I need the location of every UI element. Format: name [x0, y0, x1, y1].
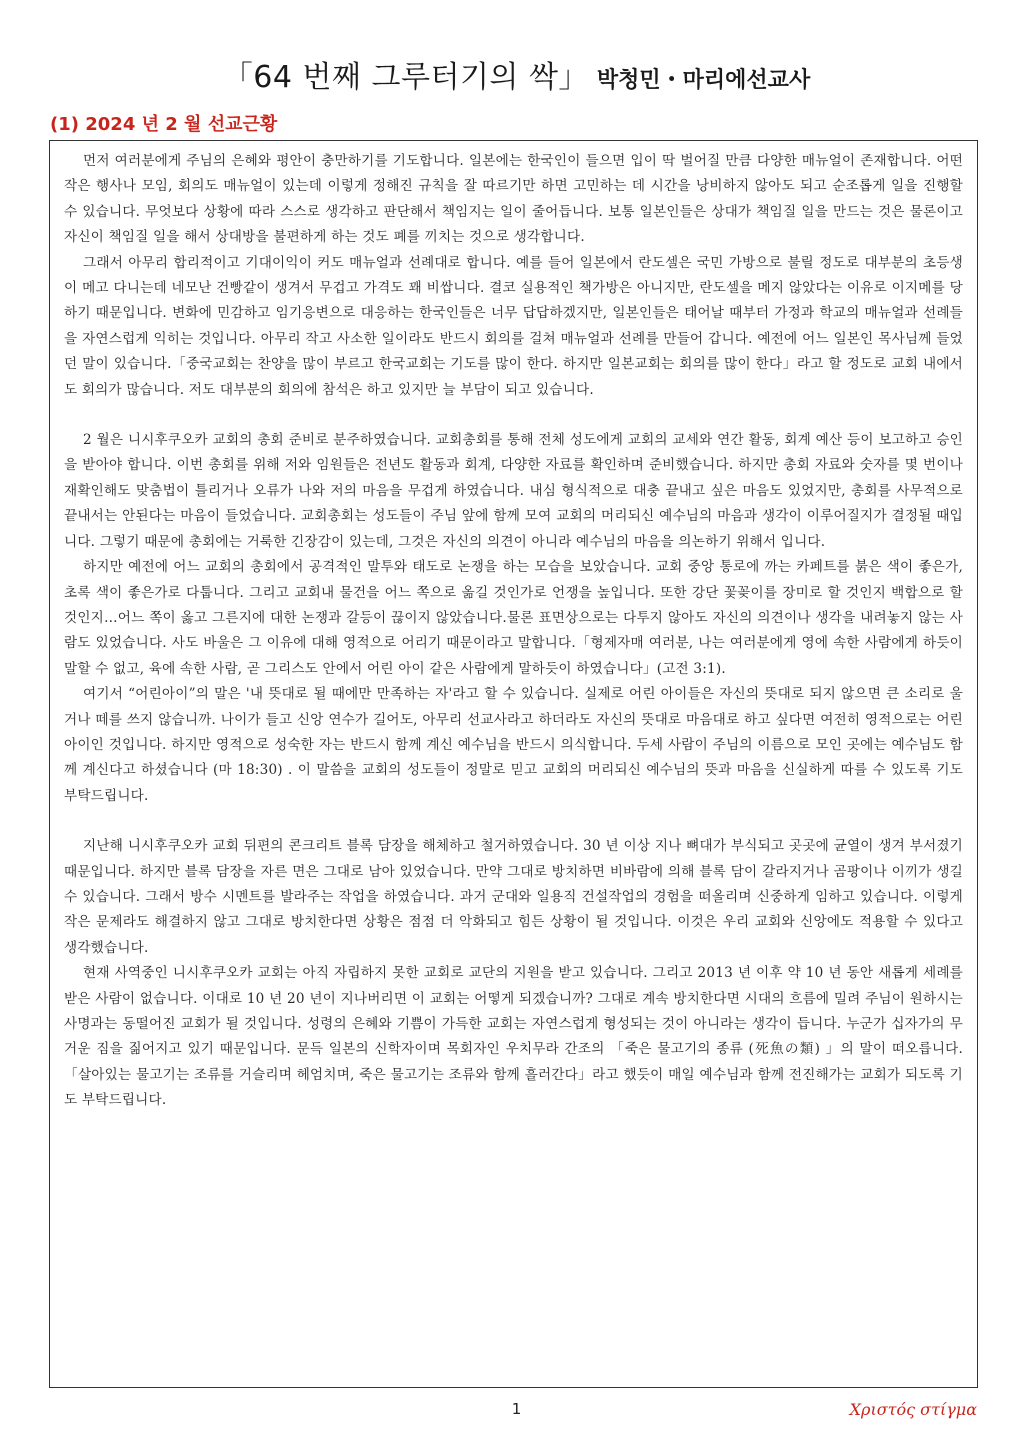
document-author: 박청민・마리에선교사	[596, 68, 811, 93]
paragraph-3: 2 월은 니시후쿠오카 교회의 총회 준비로 분주하였습니다. 교회총회를 통해 전체 성도에게 교회의 교세와 연간 활동, 회계 예산 등이 보고하고 승인을 받아야 합니다. 이번 총회를 위해 저와 임원들은 전년도 활동과 회계, 다양한 자료를 확인하며 준비했습니다. 하지만 총회 자료와 숫자를 몇 번이나 재확인해도 맞춤법이 틀리거나 오류가 나와 저의 마음을 무겁게 하였습니다. 내심 형식적으로 대충 끝내고 싶은 마음도 있었지만, 총회를 사무적으로 끝내서는 안된다는 마음이 들었습니다. 교회총회는 성도들이 주님 앞에 함께 모여 교회의 머리되신 예수님의 마음과 생각이 이루어질지가 결정될 때입니다. 그렇기 때문에 총회에는 거룩한 긴장감이 있는데, 그것은 자신의 의견이 아니라 예수님의 마음을 의논하기 위해서 입니다.	[64, 432, 963, 550]
paragraph-2: 그래서 아무리 합리적이고 기대이익이 커도 매뉴얼과 선례대로 합니다. 예를 들어 일본에서 란도셀은 국민 가방으로 불릴 정도로 대부분의 초등생이 메고 다니는데 네모난 건빵같이 생겨서 무겁고 가격도 꽤 비쌉니다. 결코 실용적인 책가방은 아니지만, 란도셀을 메지 않았다는 이유로 이지메를 당하기 때문입니다. 변화에 민감하고 임기응변으로 대응하는 한국인들은 너무 답답하겠지만, 일본인들은 태어날 때부터 가정과 학교의 매뉴얼과 선례들을 자연스럽게 익히는 것입니다. 아무리 작고 사소한 일이라도 반드시 회의를 걸쳐 매뉴얼과 선례를 만들어 갑니다. 예전에 어느 일본인 목사님께 들었던 말이 있습니다.「중국교회는 찬양을 많이 부르고 한국교회는 기도를 많이 한다. 하지만 일본교회는 회의를 많이 한다」라고 할 정도로 교회 내에서도 회의가 많습니다. 저도 대부분의 회의에 참석은 하고 있지만 늘 부담이 되고 있습니다.	[64, 254, 963, 398]
document-title: 「64 번째 그루터기의 싹」	[222, 60, 589, 95]
document-title-row	[0, 52, 1033, 96]
section-heading: (1) 2024 년 2 월 선교근황	[50, 114, 278, 135]
content-box	[49, 140, 978, 1388]
paragraph-6: 지난해 니시후쿠오카 교회 뒤편의 콘크리트 블록 담장을 해체하고 철거하였습니다. 30 년 이상 지나 뼈대가 부식되고 곳곳에 균열이 생겨 부서졌기 때문입니다. 하지만 블록 담장을 자른 면은 그대로 남아 있었습니다. 만약 그대로 방치하면 비바람에 의해 블록 담이 갈라지거나 곰팡이나 이끼가 생길 수 있습니다. 그래서 방수 시멘트를 발라주는 작업을 하였습니다. 과거 군대와 일용직 건설작업의 경험을 떠올리며 신중하게 임하고 있습니다. 이렇게 작은 문제라도 해결하지 않고 그대로 방치한다면 상황은 점점 더 악화되고 힘든 상황이 될 것입니다. 이것은 우리 교회와 신앙에도 적용할 수 있다고 생각했습니다.	[64, 838, 963, 956]
paragraph-1: 먼저 여러분에게 주님의 은혜와 평안이 충만하기를 기도합니다. 일본에는 한국인이 들으면 입이 딱 벌어질 만큼 다양한 매뉴얼이 존재합니다. 어떤 작은 행사나 모임, 회의도 매뉴얼이 있는데 이렇게 정해진 규칙을 잘 따르기만 하면 고민하는 데 시간을 낭비하지 않아도 되고 순조롭게 일을 진행할 수 있습니다. 무엇보다 상황에 따라 스스로 생각하고 판단해서 책임지는 일이 줄어듭니다. 보통 일본인들은 상대가 책임질 일을 만드는 것은 물론이고 자신이 책임질 일을 해서 상대방을 불편하게 하는 것도 폐를 끼치는 것으로 생각합니다.	[64, 153, 963, 246]
paragraph-7: 현재 사역중인 니시후쿠오카 교회는 아직 자립하지 못한 교회로 교단의 지원을 받고 있습니다. 그리고 2013 년 이후 약 10 년 동안 새롭게 세례를 받은 사람이 없습니다. 이대로 10 년 20 년이 지나버리면 이 교회는 어떻게 되겠습니까? 그대로 계속 방치한다면 시대의 흐름에 밀려 주님이 원하시는 사명과는 동떨어진 교회가 될 것입니다. 성령의 은혜와 기쁨이 가득한 교회는 자연스럽게 형성되는 것이 아니라는 생각이 듭니다. 누군가 십자가의 무거운 짐을 짊어지고 있기 때문입니다. 문득 일본의 신학자이며 목회자인 우치무라 간조의 「죽은 물고기의 종류 (死魚の類) 」의 말이 떠오릅니다. 「살아있는 물고기는 조류를 거슬리며 헤엄치며, 죽은 물고기는 조류와 함께 흘러간다」라고 했듯이 매일 예수님과 함께 전진해가는 교회가 되도록 기도 부탁드립니다.	[64, 965, 963, 1109]
footer-signature: Χριστός στίγμα	[849, 1400, 977, 1419]
page-number: 1	[511, 1400, 522, 1418]
paragraph-4: 하지만 예전에 어느 교회의 총회에서 공격적인 말투와 태도로 논쟁을 하는 모습을 보았습니다. 교회 중앙 통로에 까는 카페트를 붉은 색이 좋은가, 초록 색이 좋은가로 다툽니다. 그리고 교회내 물건을 어느 쪽으로 옮길 것인가로 언쟁을 높입니다. 또한 강단 꽃꽂이를 장미로 할 것인지 백합으로 할 것인지…어느 쪽이 옳고 그른지에 대한 논쟁과 갈등이 끊이지 않았습니다.물론 표면상으로는 다투지 않아도 자신의 의견이나 생각을 내려놓지 않는 사람도 있었습니다. 사도 바울은 그 이유에 대해 영적으로 어리기 때문이라고 말합니다.「형제자매 여러분, 나는 여러분에게 영에 속한 사람에게 하듯이 말할 수 없고, 육에 속한 사람, 곧 그리스도 안에서 어린 아이 같은 사람에게 말하듯이 하였습니다」(고전 3:1).	[64, 559, 963, 677]
paragraph-5: 여기서 “어린아이”의 말은 '내 뜻대로 될 때에만 만족하는 자'라고 할 수 있습니다. 실제로 어린 아이들은 자신의 뜻대로 되지 않으면 큰 소리로 울거나 떼를 쓰지 않습니까. 나이가 들고 신앙 연수가 길어도, 아무리 선교사라고 하더라도 자신의 뜻대로 마음대로 하고 싶다면 여전히 영적으로는 어린 아이인 것입니다. 하지만 영적으로 성숙한 자는 반드시 함께 계신 예수님을 반드시 의식합니다. 두세 사람이 주님의 이름으로 모인 곳에는 예수님도 함께 계신다고 하셨습니다 (마 18:30) . 이 말씀을 교회의 성도들이 정말로 믿고 교회의 머리되신 예수님의 뜻과 마음을 신실하게 따를 수 있도록 기도 부탁드립니다.	[64, 686, 963, 804]
